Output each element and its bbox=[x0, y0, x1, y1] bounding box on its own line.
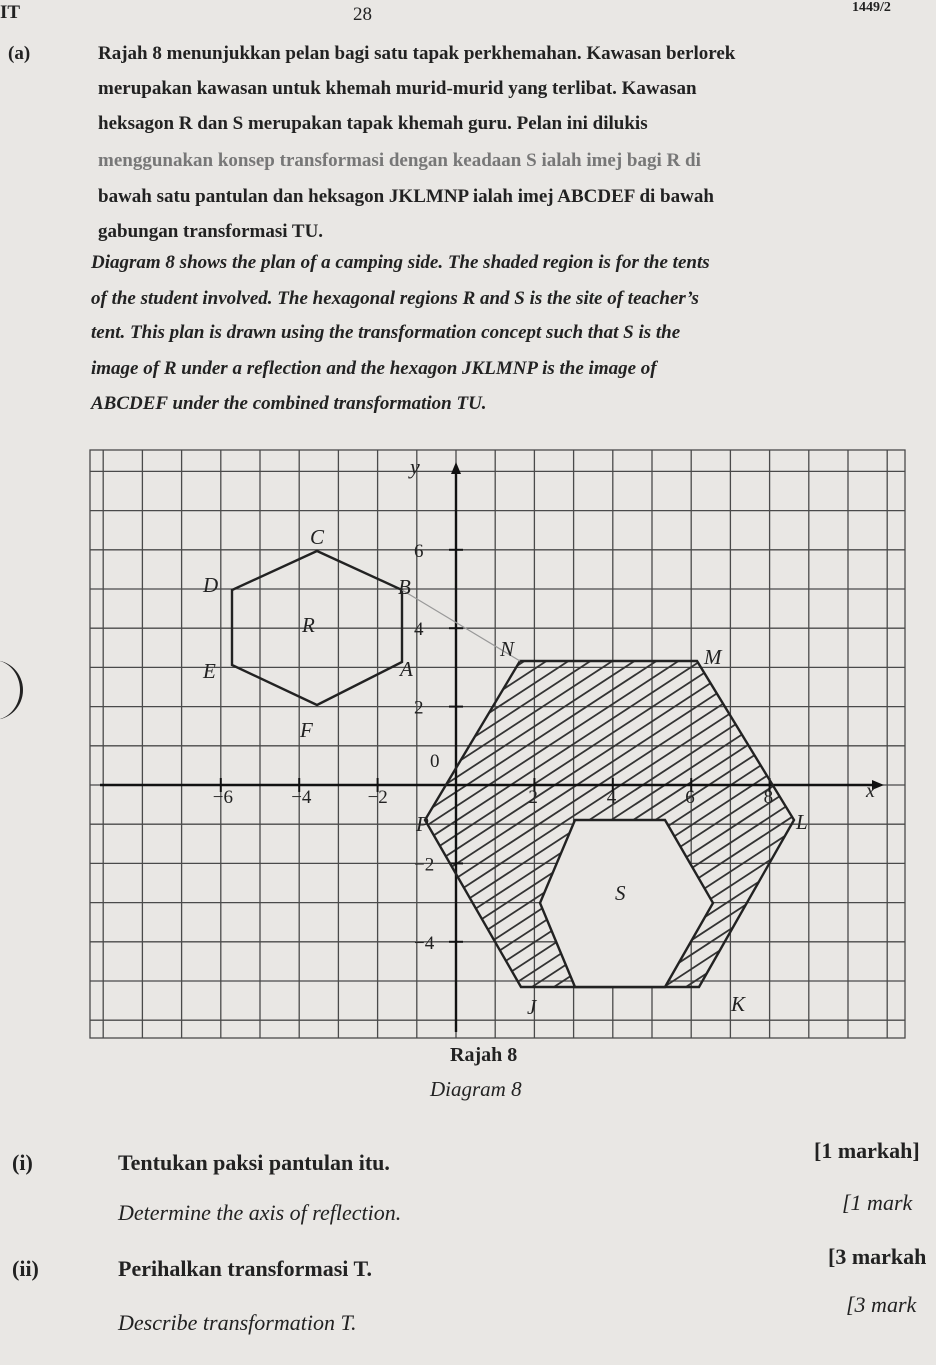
malay-line: Rajah 8 menunjukkan pelan bagi satu tapak perkhemahan. Kawasan berlorek bbox=[98, 43, 736, 64]
shading-stripe bbox=[798, 660, 936, 1000]
grid-border bbox=[90, 450, 905, 1038]
english-line: Diagram 8 shows the plan of a camping side. The shaded region is for the tents bbox=[91, 252, 710, 273]
x-tick-label: 6 bbox=[685, 787, 695, 808]
subq-ii-english: Describe transformation T. bbox=[118, 1310, 357, 1335]
subq-i-number: (i) bbox=[12, 1150, 33, 1175]
y-axis-arrow bbox=[451, 462, 461, 474]
x-axis-label: x bbox=[866, 780, 875, 802]
shading-stripe bbox=[468, 660, 936, 1000]
subq-ii-mark-english: [3 mark bbox=[846, 1292, 917, 1317]
english-line: ABCDEF under the combined transformation TU. bbox=[91, 393, 487, 414]
shading-stripe bbox=[0, 660, 482, 1000]
shading-stripe bbox=[754, 660, 936, 1000]
shading-stripe bbox=[270, 660, 790, 1000]
shading-stripe bbox=[710, 660, 936, 1000]
vertex-label-k: K bbox=[731, 992, 746, 1016]
subq-i-english: Determine the axis of reflection. bbox=[118, 1200, 402, 1225]
subq-i-malay: Tentukan paksi pantulan itu. bbox=[118, 1150, 390, 1175]
english-line: of the student involved. The hexagonal regions R and S is the site of teacher’s bbox=[91, 288, 699, 309]
malay-line: gabungan transformasi TU. bbox=[98, 221, 324, 242]
vertex-label-n: N bbox=[500, 637, 515, 661]
malay-line: bawah satu pantulan dan heksagon JKLMNP ialah imej ABCDEF di bawah bbox=[98, 186, 714, 207]
x-tick-label: 4 bbox=[606, 787, 617, 808]
english-line: image of R under a reflection and the hexagon JKLMNP is the image of bbox=[91, 358, 657, 379]
y-tick-label: 2 bbox=[414, 697, 424, 719]
hexagon-s bbox=[540, 820, 713, 987]
shading-stripe bbox=[248, 660, 768, 1000]
x-tick-label: 8 bbox=[763, 787, 774, 808]
y-axis-label: y bbox=[410, 454, 420, 479]
shading-stripe bbox=[864, 660, 936, 1000]
shading-stripe bbox=[72, 660, 592, 1000]
malay-line: menggunakan konsep transformasi dengan keadaan S ialah imej bagi R di bbox=[98, 150, 701, 171]
vertex-label-e: E bbox=[203, 659, 216, 683]
header-left: IT bbox=[0, 2, 21, 23]
vertex-label-c: C bbox=[310, 525, 325, 549]
x-tick-label: 0 bbox=[430, 751, 440, 772]
x-tick-label: −2 bbox=[367, 787, 388, 808]
paper-code: 1449/2 bbox=[852, 0, 891, 15]
shading-stripe bbox=[820, 660, 936, 1000]
axes bbox=[100, 462, 884, 1032]
shading-stripe bbox=[28, 660, 548, 1000]
shading-stripe bbox=[688, 660, 936, 1000]
shading-stripe bbox=[930, 660, 936, 1000]
subq-ii-mark-malay: [3 markah bbox=[828, 1244, 927, 1269]
vertex-label-f: F bbox=[300, 718, 313, 742]
caption-english: Diagram 8 bbox=[430, 1077, 522, 1101]
shading-stripe bbox=[94, 660, 614, 1000]
vertex-label-b: B bbox=[398, 575, 411, 599]
caption-malay: Rajah 8 bbox=[450, 1044, 518, 1066]
malay-line: merupakan kawasan untuk khemah murid-murid yang terlibat. Kawasan bbox=[98, 78, 697, 99]
subq-i-mark-malay: [1 markah] bbox=[814, 1138, 920, 1163]
region-label-r: R bbox=[302, 613, 315, 637]
y-tick-label: −4 bbox=[414, 932, 435, 954]
x-tick-label: −4 bbox=[291, 787, 312, 808]
question-part-label: (a) bbox=[8, 43, 31, 64]
shading-stripe bbox=[0, 660, 460, 1000]
english-line: tent. This plan is drawn using the transformation concept such that S is the bbox=[91, 322, 681, 343]
x-tick-label: 2 bbox=[528, 787, 538, 808]
vertex-label-a: A bbox=[400, 657, 413, 681]
vertex-label-p: P bbox=[416, 812, 429, 836]
shading-stripe bbox=[886, 660, 936, 1000]
shading-stripe bbox=[50, 660, 570, 1000]
subq-ii-malay: Perihalkan transformasi T. bbox=[118, 1256, 373, 1281]
x-tick-label: −6 bbox=[212, 787, 234, 808]
shading-stripe bbox=[292, 660, 812, 1000]
shading-stripe bbox=[6, 660, 526, 1000]
region-label-s: S bbox=[615, 881, 626, 905]
vertex-label-d: D bbox=[203, 573, 219, 597]
y-tick-label: −2 bbox=[414, 854, 435, 876]
labels bbox=[202, 454, 875, 1019]
y-tick-label: 4 bbox=[414, 619, 424, 641]
shading-stripe bbox=[908, 660, 936, 1000]
grid bbox=[90, 450, 905, 1038]
vertex-label-m: M bbox=[704, 645, 722, 669]
shading-stripe bbox=[842, 660, 936, 1000]
vertex-label-l: L bbox=[796, 810, 808, 834]
page-number: 28 bbox=[353, 4, 372, 25]
subq-ii-number: (ii) bbox=[12, 1256, 39, 1281]
vertex-label-j: J bbox=[527, 995, 537, 1019]
malay-line: heksagon R dan S merupakan tapak khemah guru. Pelan ini dilukis bbox=[98, 113, 648, 134]
y-tick-label: 6 bbox=[414, 540, 424, 562]
subq-i-mark-english: [1 mark bbox=[842, 1190, 913, 1215]
